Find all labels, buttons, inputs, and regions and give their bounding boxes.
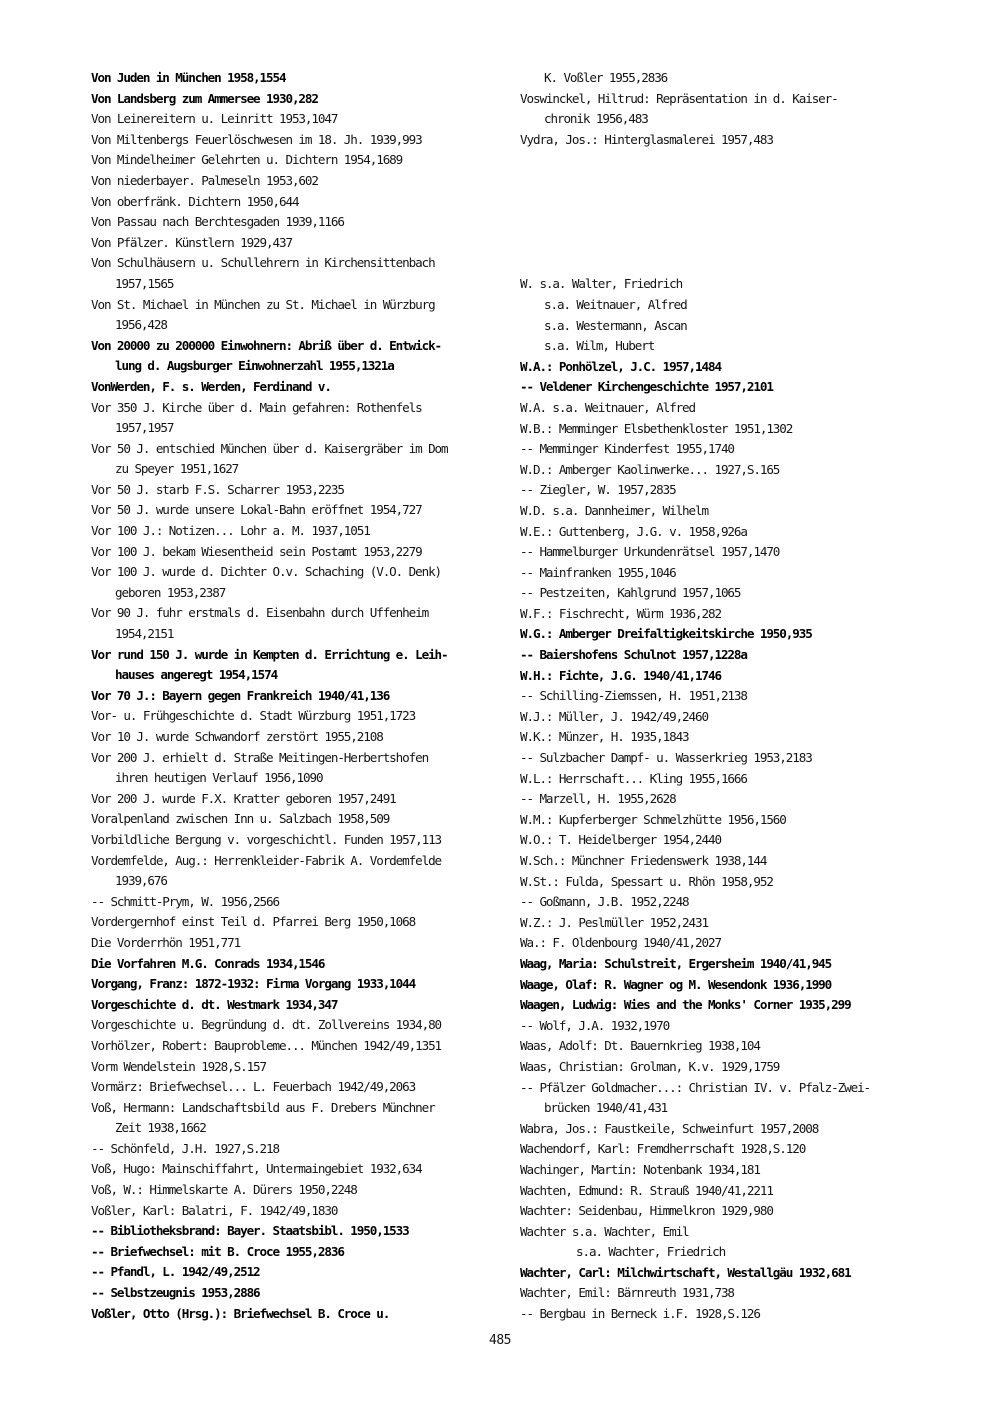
index-entry-text: Vor rund 150 J. wurde in Kempten d. Errichtung e. Leih-: [91, 646, 448, 662]
index-entry: [520, 604, 920, 625]
index-entry: [520, 542, 920, 563]
index-entry: [520, 419, 920, 440]
index-entry: [520, 1222, 920, 1243]
index-entry: [520, 1242, 920, 1263]
index-entry: [520, 377, 920, 398]
index-entry-text: Vor 10 J. wurde Schwandorf zerstört 1955,2108: [91, 729, 383, 744]
index-entry-text: s.a. Westermann, Ascan: [544, 317, 687, 333]
index-entry-text: Voßler, Karl: Balatri, F. 1942/49,1830: [91, 1202, 338, 1218]
index-entry: [520, 995, 920, 1016]
index-entry-text: K. Voßler 1955,2836: [544, 70, 668, 85]
index-entry: [91, 500, 501, 521]
index-entry: [520, 769, 920, 790]
index-entry: [520, 851, 920, 872]
index-entry: [520, 830, 920, 851]
index-entry: [520, 975, 920, 996]
index-entry: [91, 1242, 501, 1263]
index-entry-text: -- Schilling-Ziemssen, H. 1951,2138: [520, 688, 747, 704]
index-entry-text: -- Pestzeiten, Kahlgrund 1957,1065: [520, 585, 741, 601]
index-entry-continuation: brücken 1940/41,431: [544, 1100, 668, 1116]
index-entry: [520, 336, 920, 357]
index-entry-text: Von Landsberg zum Ammersee 1930,282: [91, 90, 318, 106]
index-entry: [520, 295, 920, 316]
index-entry: [91, 1139, 501, 1160]
index-entry: [520, 892, 920, 913]
index-entry-text: -- Mainfranken 1955,1046: [520, 564, 676, 580]
index-entry-text: -- Marzell, H. 1955,2628: [520, 791, 676, 807]
page-number: 485: [489, 1333, 511, 1348]
index-entry: [91, 542, 501, 563]
index-entry: [520, 789, 920, 810]
index-entry: [520, 1181, 920, 1202]
index-entry: [91, 1304, 501, 1325]
index-entry: [91, 150, 501, 171]
index-entry-text: -- Hammelburger Urkundenrätsel 1957,1470: [520, 544, 780, 560]
index-entry: [91, 995, 501, 1016]
index-entry-text: s.a. Wachter, Friedrich: [576, 1244, 726, 1260]
index-entry-text: Vor 100 J. bekam Wiesentheid sein Postamt 1953,2279: [91, 543, 422, 559]
index-entry-text: W.Sch.: Münchner Friedenswerk 1938,144: [520, 853, 767, 868]
index-entry-text: W.J.: Müller, J. 1942/49,2460: [520, 708, 708, 724]
index-entry: [91, 954, 501, 975]
index-entry-text: Von Mindelheimer Gelehrten u. Dichtern 1954,1689: [91, 152, 403, 168]
index-entry-text: -- Ziegler, W. 1957,2835: [520, 482, 676, 498]
index-entry-text: Voß, Hermann: Landschaftsbild aus F. Drebers Münchner: [91, 1099, 435, 1115]
index-entry: [91, 1057, 501, 1078]
index-entry-continuation: 1957,1957: [115, 420, 174, 436]
index-entry: [91, 109, 501, 130]
index-entry-text: -- Briefwechsel: mit B. Croce 1955,2836: [91, 1243, 344, 1259]
index-entry-continuation: zu Speyer 1951,1627: [115, 461, 239, 477]
index-entry-text: Von Pfälzer. Künstlern 1929,437: [91, 234, 292, 250]
index-entry: [520, 1201, 920, 1222]
index-entry-continuation: hauses angeregt 1954,1574: [115, 667, 278, 683]
index-entry-text: Waage, Olaf: R. Wagner og M. Wesendonk 1936,1990: [520, 976, 832, 992]
index-entry-text: W.D.: Amberger Kaolinwerke... 1927,S.165: [520, 461, 780, 477]
index-entry: [520, 954, 920, 975]
index-entry-text: Wachter s.a. Wachter, Emil: [520, 1223, 689, 1239]
index-entry: [520, 1119, 920, 1140]
index-entry: [520, 1283, 920, 1304]
index-entry-text: W.E.: Guttenberg, J.G. v. 1958,926a: [520, 523, 747, 539]
index-entry: [520, 460, 920, 481]
index-entry: [91, 706, 501, 727]
index-entry: [91, 748, 501, 789]
index-entry-continuation: Zeit 1938,1662: [115, 1120, 206, 1136]
index-entry: [91, 727, 501, 748]
index-entry-text: -- Pfälzer Goldmacher...: Christian IV. v. Pfalz-Zwei-: [520, 1079, 871, 1095]
index-entry-text: Von niederbayer. Palmeseln 1953,602: [91, 172, 318, 188]
index-entry-text: W. s.a. Walter, Friedrich: [520, 276, 683, 292]
index-entry: [91, 521, 501, 542]
index-entry: [520, 933, 920, 954]
index-entry-text: W.H.: Fichte, J.G. 1940/41,1746: [520, 667, 721, 683]
index-entry: [520, 501, 920, 522]
index-entry: [91, 89, 501, 110]
index-entry-text: W.St.: Fulda, Spessart u. Rhön 1958,952: [520, 873, 773, 889]
index-entry-text: W.Z.: J. Peslmüller 1952,2431: [520, 914, 708, 930]
index-entry: [520, 1016, 920, 1037]
index-entry-text: Wachendorf, Karl: Fremdherrschaft 1928,S.120: [520, 1141, 806, 1157]
index-entry-text: Von Schulhäusern u. Schullehrern in Kirchensittenbach: [91, 255, 435, 271]
index-entry-text: Wa.: F. Oldenbourg 1940/41,2027: [520, 935, 721, 951]
index-entry-text: Wachinger, Martin: Notenbank 1934,181: [520, 1161, 760, 1177]
index-entry-text: Voß, W.: Himmelskarte A. Dürers 1950,2248: [91, 1182, 357, 1198]
index-entry-text: Wachter, Emil: Bärnreuth 1931,738: [520, 1285, 734, 1301]
index-entry-text: Wachten, Edmund: R. Strauß 1940/41,2211: [520, 1182, 773, 1198]
index-entry-continuation: geboren 1953,2387: [115, 584, 226, 600]
index-entry: [520, 130, 920, 151]
index-entry: [91, 1077, 501, 1098]
index-entry-continuation: 1939,676: [115, 873, 167, 889]
index-entry: [91, 686, 501, 707]
index-entry: [91, 130, 501, 151]
index-entry: [520, 583, 920, 604]
index-entry-text: Vor- u. Frühgeschichte d. Stadt Würzburg 1951,1723: [91, 708, 416, 724]
index-entry: [520, 1139, 920, 1160]
index-entry-text: Von Passau nach Berchtesgaden 1939,1166: [91, 214, 344, 230]
index-entry-text: Vorhölzer, Robert: Bauprobleme... München 1942/49,1351: [91, 1037, 442, 1053]
index-entry: [520, 522, 920, 543]
index-entry: [91, 830, 501, 851]
index-entry-text: s.a. Wilm, Hubert: [544, 338, 655, 354]
index-entry-text: Vorm Wendelstein 1928,S.157: [91, 1058, 267, 1074]
index-entry: [91, 809, 501, 830]
index-entry-text: s.a. Weitnauer, Alfred: [544, 296, 687, 312]
index-entry-text: VonWerden, F. s. Werden, Ferdinand v.: [91, 378, 331, 394]
index-entry: [91, 1159, 501, 1180]
index-entry-text: -- Schönfeld, J.H. 1927,S.218: [91, 1140, 279, 1156]
index-entry: [91, 1015, 501, 1036]
index-entry: [520, 563, 920, 584]
index-entry-text: Voßler, Otto (Hrsg.): Briefwechsel B. Croce u.: [91, 1305, 390, 1321]
index-entry: [520, 68, 920, 89]
index-entry: [91, 1283, 501, 1304]
index-entry-text: Vorbildliche Bergung v. vorgeschichtl. Funden 1957,113: [91, 831, 442, 847]
index-entry-text: -- Pfandl, L. 1942/49,2512: [91, 1264, 260, 1280]
index-entry-text: Vor 90 J. fuhr erstmals d. Eisenbahn durch Uffenheim: [91, 605, 429, 621]
index-entry-text: -- Veldener Kirchengeschichte 1957,2101: [520, 379, 773, 395]
index-entry-text: -- Memminger Kinderfest 1955,1740: [520, 441, 734, 457]
index-entry: [91, 398, 501, 439]
index-entry: [520, 748, 920, 769]
index-entry-text: W.F.: Fischrecht, Würm 1936,282: [520, 605, 721, 621]
index-entry-text: W.O.: T. Heidelberger 1954,2440: [520, 832, 721, 848]
index-entry-text: Voß, Hugo: Mainschiffahrt, Untermaingebiet 1932,634: [91, 1161, 422, 1177]
index-entry: [91, 253, 501, 294]
index-entry-text: W.A. s.a. Weitnauer, Alfred: [520, 399, 696, 415]
index-entry-text: -- Wolf, J.A. 1932,1970: [520, 1017, 670, 1033]
index-entry-text: W.L.: Herrschaft... Kling 1955,1666: [520, 770, 747, 786]
index-entry-text: Von oberfränk. Dichtern 1950,644: [91, 193, 299, 209]
index-entry-text: Vor 70 J.: Bayern gegen Frankreich 1940/41,136: [91, 687, 390, 703]
index-entry-text: Voralpenland zwischen Inn u. Salzbach 1958,509: [91, 811, 390, 827]
index-entry: [520, 1263, 920, 1284]
index-entry: [520, 316, 920, 337]
index-entry-text: Voswinckel, Hiltrud: Repräsentation in d. Kaiser-: [520, 90, 838, 106]
index-entry: [91, 912, 501, 933]
index-entry-continuation: 1956,428: [115, 317, 167, 333]
index-entry-continuation: ihren heutigen Verlauf 1956,1090: [115, 770, 323, 786]
index-entry-text: Waag, Maria: Schulstreit, Ergersheim 1940/41,945: [520, 955, 832, 971]
index-entry: [91, 480, 501, 501]
index-entry: [91, 562, 501, 603]
index-entry-continuation: 1957,1565: [115, 275, 174, 291]
index-entry: [520, 439, 920, 460]
index-entry: [520, 707, 920, 728]
index-entry-text: -- Sulzbacher Dampf- u. Wasserkrieg 1953,2183: [520, 750, 812, 766]
left-column: [91, 68, 501, 1324]
index-entry: [520, 913, 920, 934]
index-entry: [91, 233, 501, 254]
index-entry-text: -- Bibliotheksbrand: Bayer. Staatsbibl. 1950,1533: [91, 1223, 409, 1239]
index-entry: [520, 727, 920, 748]
index-entry-text: W.G.: Amberger Dreifaltigkeitskirche 1950,935: [520, 626, 812, 642]
column-gap: [520, 150, 920, 274]
index-entry-text: Vydra, Jos.: Hinterglasmalerei 1957,483: [520, 131, 773, 147]
index-entry: [520, 686, 920, 707]
index-entry-text: Vordergernhof einst Teil d. Pfarrei Berg 1950,1068: [91, 914, 416, 930]
index-entry: [520, 398, 920, 419]
index-entry-text: Von Leinereitern u. Leinritt 1953,1047: [91, 111, 338, 127]
index-entry-text: -- Goßmann, J.B. 1952,2248: [520, 894, 689, 910]
index-entry: [520, 1036, 920, 1057]
index-entry: [91, 1262, 501, 1283]
index-entry: [91, 974, 501, 995]
index-entry-text: -- Selbstzeugnis 1953,2886: [91, 1285, 260, 1301]
index-entry-text: Vor 50 J. starb F.S. Scharrer 1953,2235: [91, 481, 344, 497]
index-entry: [520, 645, 920, 666]
index-entry: [91, 603, 501, 644]
index-entry-text: -- Bergbau in Berneck i.F. 1928,S.126: [520, 1306, 760, 1322]
index-entry: [520, 1160, 920, 1181]
index-entry-text: Vor 100 J.: Notizen... Lohr a. M. 1937,1051: [91, 523, 370, 539]
index-entry-text: Wachter: Seidenbau, Himmelkron 1929,980: [520, 1203, 773, 1219]
index-entry: [520, 89, 920, 130]
index-entry: [91, 1036, 501, 1057]
index-entry: [520, 1304, 920, 1325]
index-entry-text: Vorgeschichte d. dt. Westmark 1934,347: [91, 996, 338, 1012]
index-entry: [520, 357, 920, 378]
index-entry: [91, 1180, 501, 1201]
index-entry: [520, 666, 920, 687]
index-entry-text: Vordemfelde, Aug.: Herrenkleider-Fabrik A. Vordemfelde: [91, 852, 442, 868]
index-entry-text: Waagen, Ludwig: Wies and the Monks' Corner 1935,299: [520, 997, 851, 1013]
index-entry: [91, 68, 501, 89]
index-entry-text: Vor 50 J. wurde unsere Lokal-Bahn eröffnet 1954,727: [91, 502, 422, 518]
index-entry: [91, 1201, 501, 1222]
index-entry: [520, 480, 920, 501]
right-column: [520, 68, 920, 1325]
index-entry: [520, 810, 920, 831]
right-column-bottom-block: [520, 274, 920, 1324]
index-entry-text: Die Vorfahren M.G. Conrads 1934,1546: [91, 955, 325, 971]
index-entry-text: Vormärz: Briefwechsel... L. Feuerbach 1942/49,2063: [91, 1079, 416, 1095]
index-entry: [91, 439, 501, 480]
index-entry-text: W.M.: Kupferberger Schmelzhütte 1956,1560: [520, 811, 786, 827]
index-entry-continuation: chronik 1956,483: [544, 111, 648, 127]
index-entry-text: Vorgang, Franz: 1872-1932: Firma Vorgang 1933,1044: [91, 976, 416, 992]
index-entry-text: Von 20000 zu 200000 Einwohnern: Abriß über d. Entwick-: [91, 337, 442, 353]
index-entry: [91, 789, 501, 810]
index-entry: [520, 624, 920, 645]
index-entry: [520, 274, 920, 295]
index-entry-text: Vor 200 J. erhielt d. Straße Meitingen-Herbertshofen: [91, 749, 429, 765]
index-entry-text: W.B.: Memminger Elsbethenkloster 1951,1302: [520, 420, 793, 436]
index-entry-text: Wachter, Carl: Milchwirtschaft, Westallgäu 1932,681: [520, 1264, 851, 1280]
index-entry: [91, 295, 501, 336]
index-entry-text: Vor 50 J. entschied München über d. Kaisergräber im Dom: [91, 440, 448, 456]
index-entry-text: -- Baiershofens Schulnot 1957,1228a: [520, 647, 747, 663]
index-entry: [91, 192, 501, 213]
index-entry: [91, 336, 501, 377]
index-entry-text: Vor 100 J. wurde d. Dichter O.v. Schaching (V.O. Denk): [91, 564, 442, 580]
index-entry: [91, 645, 501, 686]
index-entry-text: -- Schmitt-Prym, W. 1956,2566: [91, 893, 279, 909]
index-entry-text: Vor 350 J. Kirche über d. Main gefahren: Rothenfels: [91, 399, 422, 415]
index-entry-text: Vorgeschichte u. Begründung d. dt. Zollvereins 1934,80: [91, 1017, 442, 1033]
index-entry-text: W.K.: Münzer, H. 1935,1843: [520, 729, 689, 745]
index-entry-text: W.A.: Ponhölzel, J.C. 1957,1484: [520, 358, 721, 374]
index-entry-continuation: lung d. Augsburger Einwohnerzahl 1955,1321a: [115, 358, 394, 374]
index-entry: [91, 1221, 501, 1242]
index-entry-text: Von Miltenbergs Feuerlöschwesen im 18. Jh. 1939,993: [91, 131, 422, 147]
index-entry: [91, 851, 501, 892]
index-entry-text: Waas, Adolf: Dt. Bauernkrieg 1938,104: [520, 1038, 760, 1054]
index-entry-text: Die Vorderrhön 1951,771: [91, 934, 241, 950]
index-entry-continuation: 1954,2151: [115, 626, 174, 642]
index-entry: [91, 377, 501, 398]
index-entry: [91, 933, 501, 954]
index-entry: [91, 171, 501, 192]
index-entry-text: Von Juden in München 1958,1554: [91, 70, 286, 85]
index-entry-text: Waas, Christian: Grolman, K.v. 1929,1759: [520, 1058, 780, 1074]
index-entry-text: Von St. Michael in München zu St. Michael in Würzburg: [91, 296, 435, 312]
index-entry: [91, 212, 501, 233]
right-column-top-block: [520, 68, 920, 150]
index-entry: [520, 872, 920, 893]
index-entry-text: Wabra, Jos.: Faustkeile, Schweinfurt 1957,2008: [520, 1120, 819, 1136]
index-entry: [91, 892, 501, 913]
index-entry-text: Vor 200 J. wurde F.X. Kratter geboren 1957,2491: [91, 790, 396, 806]
index-entry: [91, 1098, 501, 1139]
index-entry: [520, 1057, 920, 1078]
index-entry: [520, 1078, 920, 1119]
index-entry-text: W.D. s.a. Dannheimer, Wilhelm: [520, 502, 708, 518]
